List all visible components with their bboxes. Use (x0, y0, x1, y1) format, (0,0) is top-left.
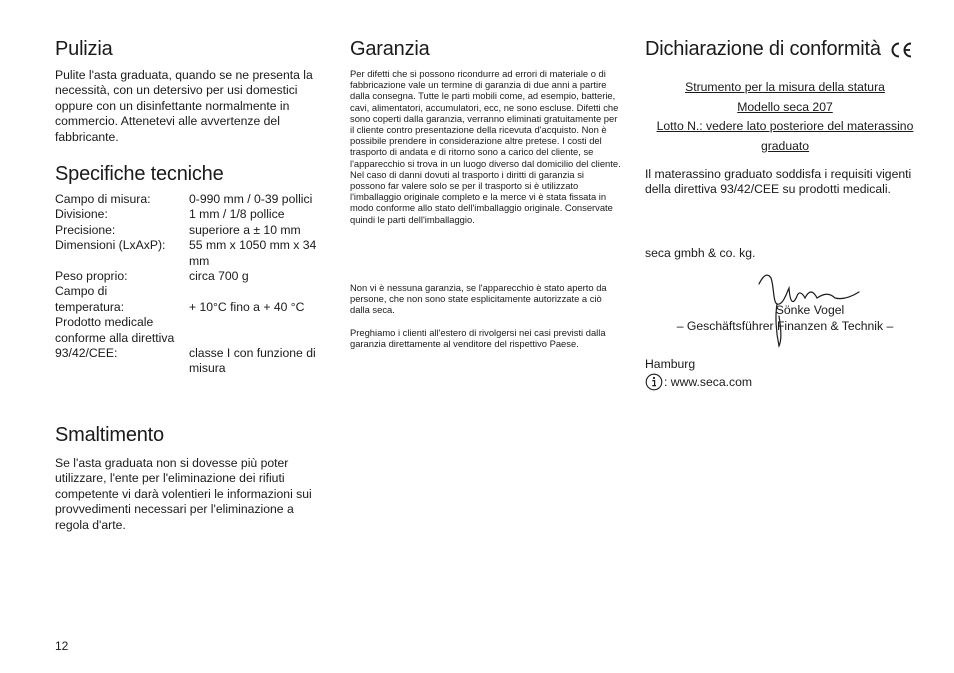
product-line-4: graduato (760, 138, 810, 153)
spec-row (55, 207, 330, 222)
pulizia-title: Pulizia (55, 38, 113, 60)
garanzia-paragraph-1: Per difetti che si possono ricondurre ad errori di materiale o di fabbricazione vale un termine di garanzia di due anni a partire dalla consegna. Tutte le parti mobili come, ad esempio, batterie, cavi, alimentatori, accumulatori, ecc, ne sono escluse. Difetti che sono coperti dalla garanzia, verranno eliminati gratuitamente per il cliente contro presentazione della ricevuta d'acquisto. Non è possibile prendere in considerazione altre pretese. I costi del trasporto di andata e di ritorno sono a carico del cliente, se l'apparecchio si trova in un luogo diverso dal domicilio del cliente. Nel caso di danni dovuti al trasporto i diritti di garanzia si possono far valere solo se per il trasporto si è utilizzato l'imballaggio originale completo e la merce vi è stata fissata in modo conforme allo stato dell'imballaggio originale. Conservate quindi le parti dell'imballaggio. (350, 68, 621, 225)
spec-label: Prodotto medicale conforme alla direttiva 93/42/CEE: (55, 315, 175, 361)
spec-label: Campo di temperatura: (55, 284, 125, 314)
spec-row (55, 238, 330, 269)
product-line-3: Lotto N.: vedere lato posteriore del materassino (656, 119, 914, 133)
garanzia-title: Garanzia (350, 38, 430, 60)
smaltimento-title: Smaltimento (55, 424, 164, 446)
spec-row (55, 223, 330, 238)
product-identification (645, 78, 925, 156)
spec-value: + 10°C fino a + 40 °C (189, 299, 305, 314)
dichiarazione-title: Dichiarazione di conformità (645, 38, 881, 60)
city: Hamburg (645, 357, 696, 371)
spec-row (55, 192, 330, 207)
smaltimento-text: Se l'asta graduata non si dovesse più poter utilizzare, l'ente per l'eliminazione dei rifiuti competente vi darà volentieri le informazioni sui provvedimenti necessari per l'eliminazione a regola d'arte. (55, 456, 312, 532)
signer-name: Sönke Vogel (775, 303, 845, 317)
spec-value: 1 mm / 1/8 pollice (189, 207, 285, 222)
spec-row (55, 315, 330, 376)
website-line (645, 373, 752, 391)
spec-row (55, 269, 330, 284)
pulizia-text: Pulite l'asta graduata, quando se ne presenta la necessità, con un detersivo per usi domestici oppure con un disinfettante normalmente in commercio. Attenetevi alle avvertenze del fabbricante. (55, 68, 313, 144)
company-name: seca gmbh & co. kg. (645, 246, 756, 260)
spec-label: Dimensioni (LxAxP): (55, 238, 166, 253)
website-url[interactable]: : www.seca.com (664, 375, 753, 389)
spec-value: 0-990 mm / 0-39 pollici (189, 192, 313, 206)
garanzia-paragraph-2: Non vi è nessuna garanzia, se l'apparecchio è stato aperto da persone, che non sono state esplicitamente autorizzate a ciò dalla seca. (350, 282, 607, 316)
spec-label: Divisione: (55, 207, 108, 222)
spec-value: circa 700 g (189, 269, 249, 284)
product-line-2: Modello seca 207 (737, 99, 833, 114)
ce-mark-icon (889, 41, 913, 59)
spec-label: Campo di misura: (55, 192, 151, 206)
dichiarazione-heading (645, 38, 913, 61)
signer-role: – Geschäftsführer Finanzen & Technik – (676, 319, 894, 333)
spec-value: superiore a ± 10 mm (189, 222, 301, 237)
product-line-1: Strumento per la misura della statura (685, 80, 885, 94)
specifiche-title: Specifiche tecniche (55, 163, 224, 185)
spec-label: Precisione: (55, 222, 116, 237)
spec-value: classe I con funzione di misura (189, 345, 316, 376)
spec-table (55, 192, 330, 376)
spec-value: 55 mm x 1050 mm x 34 mm (189, 238, 317, 268)
dichiarazione-text: Il materassino graduato soddisfa i requisiti vigenti della direttiva 93/42/CEE su prodotti medicali. (645, 167, 912, 197)
page-number: 12 (55, 639, 69, 653)
spec-label: Peso proprio: (55, 269, 128, 284)
garanzia-paragraph-3: Preghiamo i clienti all'estero di rivolgersi nei casi previsti dalla garanzia direttamente al venditore del rispettivo Paese. (350, 327, 606, 350)
info-icon (645, 373, 663, 391)
spec-row (55, 284, 330, 315)
